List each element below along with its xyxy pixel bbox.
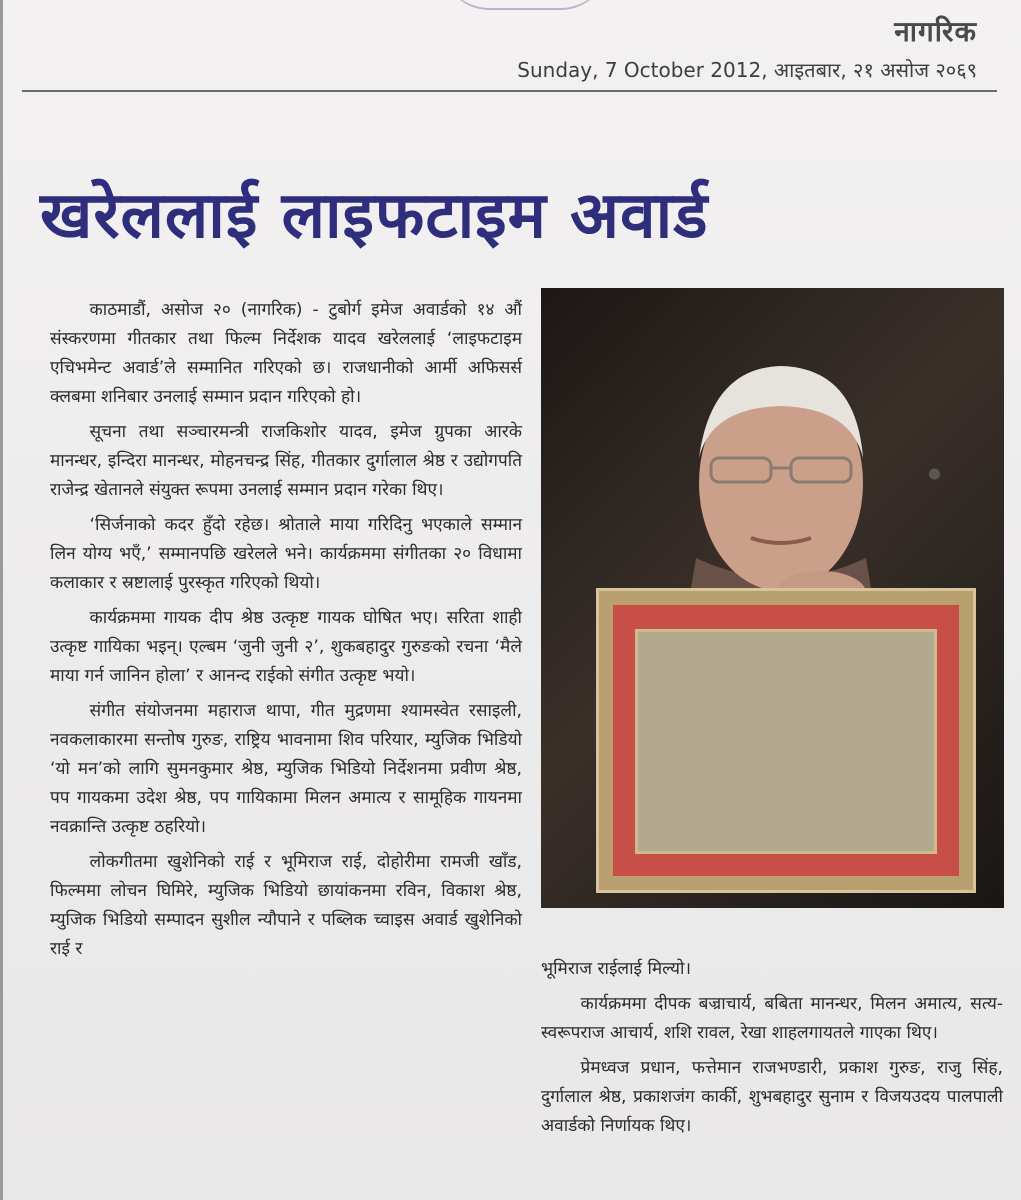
article-paragraph: लोकगीतमा खुशेनिको राई र भूमिराज राई, दोहोरीमा रामजी खाँड, फिल्ममा लोचन घिमिरे, म्युजिक भिडियो छायांकनमा रविन, विकाश श्रेष्ठ, म्युजिक भिडियो सम्पादन सुशील न्यौपाने र पब्लिक च्वाइस अवार्ड खुशेनिको राई र	[50, 852, 522, 959]
article-paragraph: कार्यक्रममा गायक दीप श्रेष्ठ उत्कृष्ट गायक घोषित भए। सरिता शाही उत्कृष्ट गायिका भइन्। एल्बम ‘जुनी जुनी २’, शुकबहादुर गुरुङको रचना ‘मैले माया गर्न जानिन होला’ र आनन्द राईको संगीत उत्कृष्ट भयो।	[50, 608, 522, 686]
article-photo	[541, 288, 1004, 908]
masthead	[517, 12, 977, 83]
article-paragraph: ‘सिर्जनाको कदर हुँदो रहेछ। श्रोताले माया गरिदिनु भएकाले सम्मान लिन योग्य भएँ,’ सम्मानपछि खरेलले भने। कार्यक्रममा संगीतका २० विधामा कलाकार र स्रष्टालाई पुरस्कृत गरिएको थियो।	[50, 515, 522, 593]
article-paragraph: सूचना तथा सञ्चारमन्त्री राजकिशोर यादव, इमेज ग्रुपका आरके मानन्धर, इन्दिरा मानन्धर, मोहनचन्द्र सिंह, गीतकार दुर्गालाल श्रेष्ठ र उद्योगपति राजेन्द्र खेतानले संयुक्त रूपमा उनलाई सम्मान प्रदान गरेका थिए।	[50, 422, 522, 500]
top-decoration	[440, 0, 610, 10]
article-paragraph: भूमिराज राईलाई मिल्यो।	[541, 959, 691, 979]
headline: खरेललाई लाइफटाइम अवार्ड	[40, 179, 709, 253]
award-plaque	[596, 588, 976, 893]
article-paragraph: प्रेमध्वज प्रधान, फत्तेमान राजभण्डारी, प्रकाश गुरुङ, राजु सिंह, दुर्गालाल श्रेष्ठ, प्रकाशजंग कार्की, शुभबहादुर सुनाम र विजयउदय पालपाली अवार्डको निर्णायक थिए।	[541, 1058, 1003, 1136]
dateline: Sunday, 7 October 2012, आइतबार, २१ असोज २०६९	[517, 58, 977, 82]
article-paragraph: काठमाडौं, असोज २० (नागरिक) - टुबोर्ग इमेज अवार्डको १४ औं संस्करणमा गीतकार तथा फिल्म निर्देशक यादव खरेललाई ‘लाइफटाइम एचिभमेन्ट अवार्ड’ले सम्मानित गरिएको छ। राजधानीको आर्मी अफिसर्स क्लबमा शनिबार उनलाई सम्मान प्रदान गरिएको हो।	[50, 300, 522, 407]
newspaper-name: नागरिक	[894, 15, 977, 48]
article-column-2	[541, 955, 1003, 1141]
article-column-1	[50, 296, 522, 964]
masthead-rule	[22, 90, 997, 92]
plaque-certificate	[635, 629, 937, 854]
article-paragraph: कार्यक्रममा दीपक बज्राचार्य, बबिता मानन्धर, मिलन अमात्य, सत्य-स्वरूपराज आचार्य, शशि रावल, रेखा शाहलगायतले गाएका थिए।	[541, 994, 1003, 1043]
article-paragraph: संगीत संयोजनमा महाराज थापा, गीत मुद्रणमा श्यामस्वेत रसाइली, नवकलाकारमा सन्तोष गुरुङ, राष्ट्रिय भावनामा शिव परियार, म्युजिक भिडियो ‘यो मन’को लागि सुमनकुमार श्रेष्ठ, म्युजिक भिडियो निर्देशनमा प्रवीण श्रेष्ठ, पप गायकमा उदेश श्रेष्ठ, पप गायिकामा मिलन अमात्य र सामूहिक गायनमा नवक्रान्ति उत्कृष्ट ठहरियो।	[50, 701, 522, 837]
page-edge	[0, 0, 3, 1200]
